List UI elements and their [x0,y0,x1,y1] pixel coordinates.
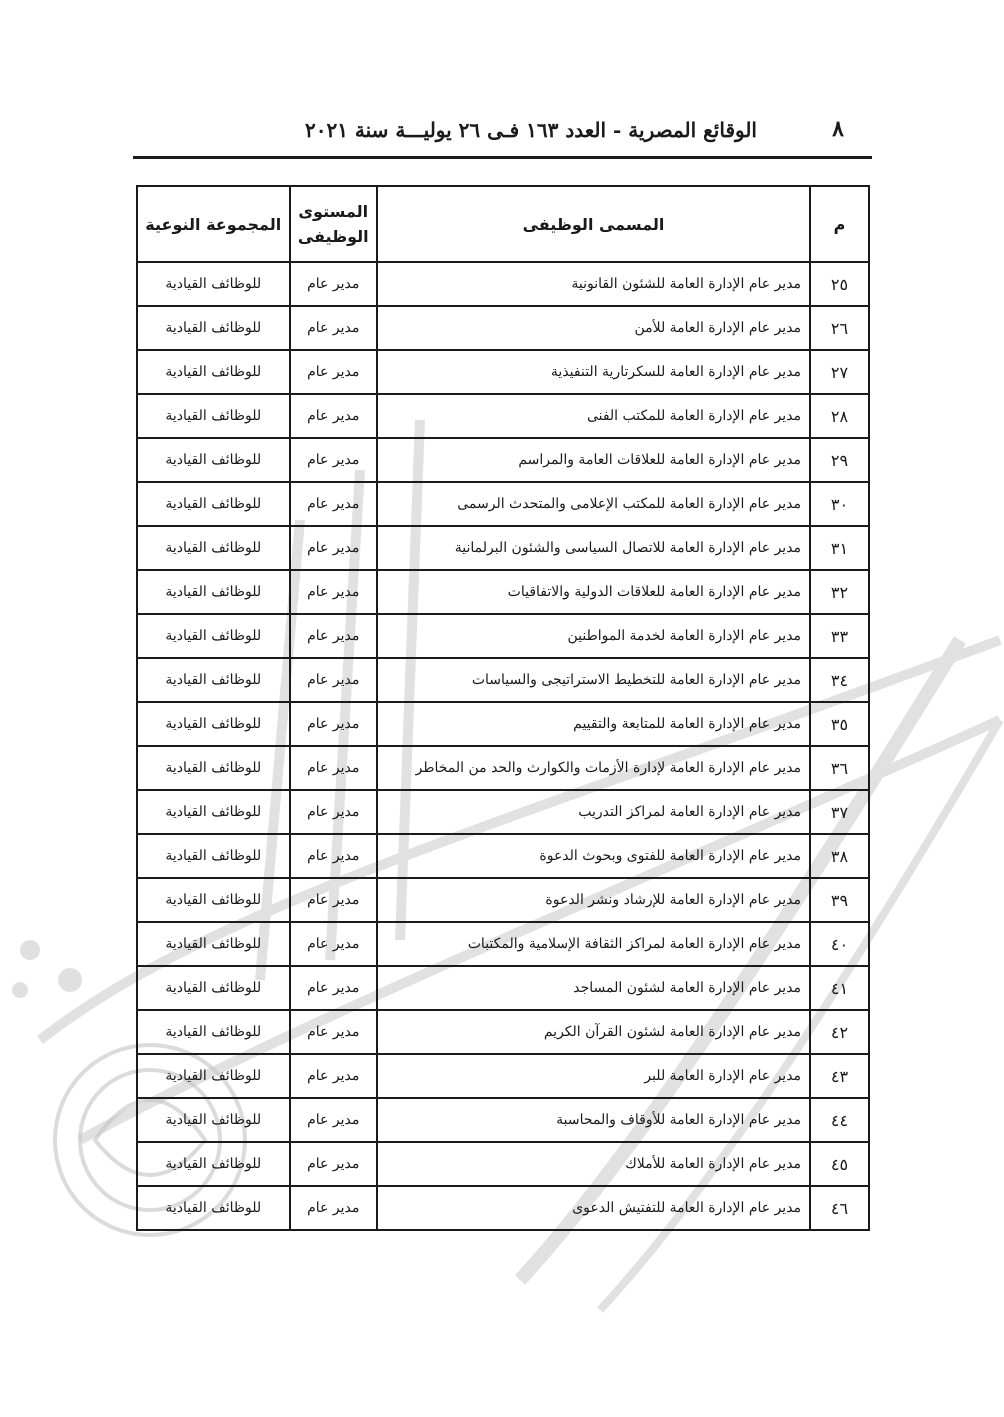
job-titles-table [136,185,870,1231]
table-row [137,790,869,834]
row-job-title: مدير عام الإدارة العامة لشئون المساجد [377,966,810,1010]
row-job-group: للوظائف القيادية [137,1098,290,1142]
row-job-group: للوظائف القيادية [137,570,290,614]
row-number: ٢٨ [810,394,869,438]
table-body [137,262,869,1230]
table-row [137,1010,869,1054]
row-job-title: مدير عام الإدارة العامة للأمن [377,306,810,350]
row-job-title: مدير عام الإدارة العامة للتفتيش الدعوى [377,1186,810,1230]
row-number: ٤٦ [810,1186,869,1230]
row-job-group: للوظائف القيادية [137,1142,290,1186]
row-number: ٤٢ [810,1010,869,1054]
row-job-title: مدير عام الإدارة العامة للأملاك [377,1142,810,1186]
row-job-group: للوظائف القيادية [137,1054,290,1098]
row-job-title: مدير عام الإدارة العامة للبر [377,1054,810,1098]
row-job-group: للوظائف القيادية [137,438,290,482]
table-row [137,482,869,526]
row-job-group: للوظائف القيادية [137,702,290,746]
table-row [137,834,869,878]
row-number: ٣٤ [810,658,869,702]
row-number: ٤٥ [810,1142,869,1186]
row-job-group: للوظائف القيادية [137,746,290,790]
row-job-title: مدير عام الإدارة العامة للمكتب الإعلامى والمتحدث الرسمى [377,482,810,526]
table-row [137,438,869,482]
row-job-level: مدير عام [290,614,377,658]
row-job-level: مدير عام [290,1010,377,1054]
table-header-row [137,186,869,262]
row-job-title: مدير عام الإدارة العامة للسكرتارية التنفيذية [377,350,810,394]
issue-title: الوقائع المصرية - العدد ١٦٣ فـى ٢٦ يوليـــة سنة ٢٠٢١ [304,118,757,142]
table-row [137,1098,869,1142]
row-job-level: مدير عام [290,790,377,834]
row-number: ٣٦ [810,746,869,790]
row-job-title: مدير عام الإدارة العامة للاتصال السياسى والشئون البرلمانية [377,526,810,570]
row-job-group: للوظائف القيادية [137,1186,290,1230]
row-job-title: مدير عام الإدارة العامة للتخطيط الاستراتيجى والسياسات [377,658,810,702]
table-row [137,878,869,922]
row-job-level: مدير عام [290,394,377,438]
row-number: ٤٣ [810,1054,869,1098]
row-job-level: مدير عام [290,526,377,570]
row-job-level: مدير عام [290,1186,377,1230]
row-job-level: مدير عام [290,746,377,790]
row-job-group: للوظائف القيادية [137,658,290,702]
row-job-level: مدير عام [290,350,377,394]
row-job-title: مدير عام الإدارة العامة للأوقاف والمحاسبة [377,1098,810,1142]
row-number: ٣١ [810,526,869,570]
row-job-level: مدير عام [290,262,377,306]
table-row [137,570,869,614]
row-job-title: مدير عام الإدارة العامة للشئون القانونية [377,262,810,306]
row-number: ٤٠ [810,922,869,966]
header-job-title: المسمى الوظيفى [377,186,810,262]
row-job-level: مدير عام [290,570,377,614]
row-job-level: مدير عام [290,834,377,878]
table-row [137,702,869,746]
row-number: ٣٨ [810,834,869,878]
row-job-level: مدير عام [290,482,377,526]
row-job-title: مدير عام الإدارة العامة للمكتب الفنى [377,394,810,438]
row-job-group: للوظائف القيادية [137,878,290,922]
table-row [137,262,869,306]
header-number: م [810,186,869,262]
row-job-title: مدير عام الإدارة العامة للإرشاد ونشر الدعوة [377,878,810,922]
table-row [137,526,869,570]
row-number: ٢٧ [810,350,869,394]
row-job-title: مدير عام الإدارة العامة للعلاقات الدولية والاتفاقيات [377,570,810,614]
row-job-group: للوظائف القيادية [137,526,290,570]
table-row [137,614,869,658]
row-job-title: مدير عام الإدارة العامة لشئون القرآن الكريم [377,1010,810,1054]
row-job-group: للوظائف القيادية [137,350,290,394]
row-job-level: مدير عام [290,1054,377,1098]
page-header [133,108,872,159]
row-job-group: للوظائف القيادية [137,394,290,438]
row-job-group: للوظائف القيادية [137,966,290,1010]
row-job-title: مدير عام الإدارة العامة للمتابعة والتقييم [377,702,810,746]
row-job-group: للوظائف القيادية [137,262,290,306]
row-job-level: مدير عام [290,966,377,1010]
row-number: ٣٢ [810,570,869,614]
row-number: ٢٥ [810,262,869,306]
row-number: ٣٥ [810,702,869,746]
row-job-level: مدير عام [290,702,377,746]
header-job-group: المجموعة النوعية [137,186,290,262]
row-number: ٣٣ [810,614,869,658]
row-number: ٢٦ [810,306,869,350]
table-row [137,350,869,394]
page-number: ٨ [832,116,844,142]
table-row [137,746,869,790]
row-job-level: مدير عام [290,922,377,966]
row-job-title: مدير عام الإدارة العامة لمراكز الثقافة الإسلامية والمكتبات [377,922,810,966]
row-number: ٣٠ [810,482,869,526]
row-job-level: مدير عام [290,438,377,482]
row-job-title: مدير عام الإدارة العامة لمراكز التدريب [377,790,810,834]
row-job-level: مدير عام [290,306,377,350]
table-row [137,1186,869,1230]
row-number: ٢٩ [810,438,869,482]
table-row [137,658,869,702]
row-job-title: مدير عام الإدارة العامة للفتوى وبحوث الدعوة [377,834,810,878]
header-job-level: المستوى الوظيفى [290,186,377,262]
row-number: ٣٧ [810,790,869,834]
row-job-group: للوظائف القيادية [137,790,290,834]
row-job-title: مدير عام الإدارة العامة للعلاقات العامة والمراسم [377,438,810,482]
row-number: ٤١ [810,966,869,1010]
row-job-level: مدير عام [290,1098,377,1142]
row-job-group: للوظائف القيادية [137,306,290,350]
row-job-title: مدير عام الإدارة العامة لخدمة المواطنين [377,614,810,658]
table-row [137,394,869,438]
row-job-group: للوظائف القيادية [137,614,290,658]
table-row [137,1054,869,1098]
row-number: ٤٤ [810,1098,869,1142]
table-row [137,1142,869,1186]
row-job-level: مدير عام [290,878,377,922]
table-row [137,966,869,1010]
row-job-group: للوظائف القيادية [137,922,290,966]
row-job-group: للوظائف القيادية [137,482,290,526]
row-job-group: للوظائف القيادية [137,1010,290,1054]
row-job-group: للوظائف القيادية [137,834,290,878]
table-row [137,922,869,966]
row-job-level: مدير عام [290,1142,377,1186]
row-number: ٣٩ [810,878,869,922]
table-row [137,306,869,350]
row-job-title: مدير عام الإدارة العامة لإدارة الأزمات والكوارث والحد من المخاطر [377,746,810,790]
row-job-level: مدير عام [290,658,377,702]
